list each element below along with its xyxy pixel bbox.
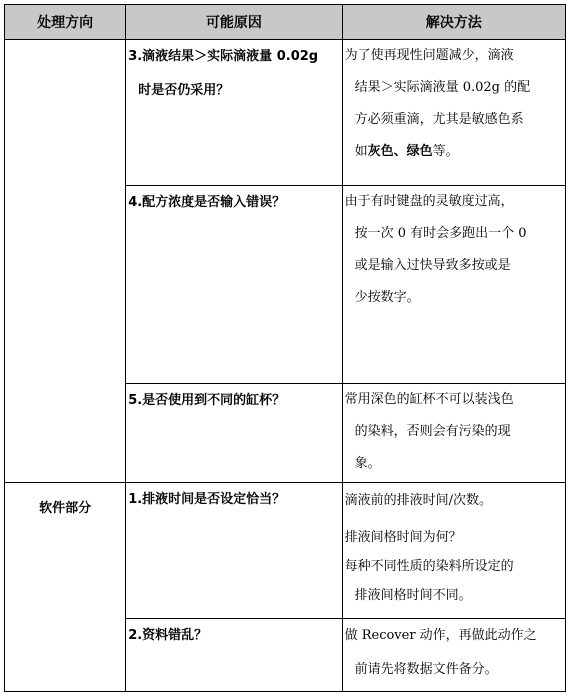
solution-text: 结果＞实际滴液量 0.02g 的配 [354, 80, 531, 95]
table-row [5, 40, 566, 186]
solution-text: 做 Recover 动作，再做此动作之 [344, 628, 537, 643]
cause-cell [126, 40, 342, 186]
solution-text: 方必须重滴，尤其是敏感色系 [354, 112, 524, 127]
solution-text: 为了使再现性问题减少，滴液 [344, 48, 514, 63]
cause-text: 2.资料错乱？ [128, 628, 208, 643]
solution-cell [342, 384, 565, 483]
solution-text: 前请先将数据文件备分。 [354, 662, 498, 677]
header-row [5, 5, 566, 40]
solution-text: 按一次 0 有时会多跑出一个 0 [354, 226, 527, 241]
troubleshooting-table [4, 4, 566, 692]
solution-text: 少按数字。 [354, 290, 420, 305]
cause-cell [126, 619, 342, 692]
solution-cell [342, 619, 565, 692]
solution-text: 常用深色的缸杯不可以装浅色 [344, 392, 514, 407]
category-cell: 软件部分 [5, 483, 126, 692]
header-direction: 处理方向 [5, 5, 126, 40]
category-cell [5, 40, 126, 483]
cause-text: 时是否仍采用？ [138, 83, 230, 98]
solution-text: 每种不同性质的染料所设定的 [344, 559, 514, 574]
cause-text: 5.是否使用到不同的缸杯？ [128, 393, 286, 408]
cause-text: 1.排液时间是否设定恰当？ [128, 492, 286, 507]
solution-cell [342, 186, 565, 384]
solution-text: 或是输入过快导致多按或是 [354, 258, 511, 273]
solution-text: 排液间格时间为何？ [344, 530, 462, 545]
cause-text: 3.滴液结果＞实际滴液量 0.02g [128, 49, 319, 64]
cause-cell [126, 186, 342, 384]
solution-text: 的染料，否则会有污染的现 [354, 424, 511, 439]
solution-text-last [345, 136, 561, 168]
solution-text: 等。 [432, 144, 459, 159]
solution-text: 如 [354, 144, 368, 159]
solution-text: 象。 [354, 456, 381, 471]
solution-text: 滴液前的排液时间/次数。 [344, 493, 492, 508]
solution-cell [342, 483, 565, 619]
header-cause: 可能原因 [126, 5, 342, 40]
solution-text: 由于有时键盘的灵敏度过高， [344, 194, 514, 209]
solution-cell [342, 40, 565, 186]
table-row [5, 483, 566, 619]
cause-text: 4.配方浓度是否输入错误？ [128, 195, 286, 210]
highlight-colors: 灰色、绿色 [367, 144, 433, 159]
cause-cell [126, 384, 342, 483]
cause-cell [126, 483, 342, 619]
solution-text: 排液间格时间不同。 [354, 588, 472, 603]
header-solution: 解决方法 [342, 5, 565, 40]
